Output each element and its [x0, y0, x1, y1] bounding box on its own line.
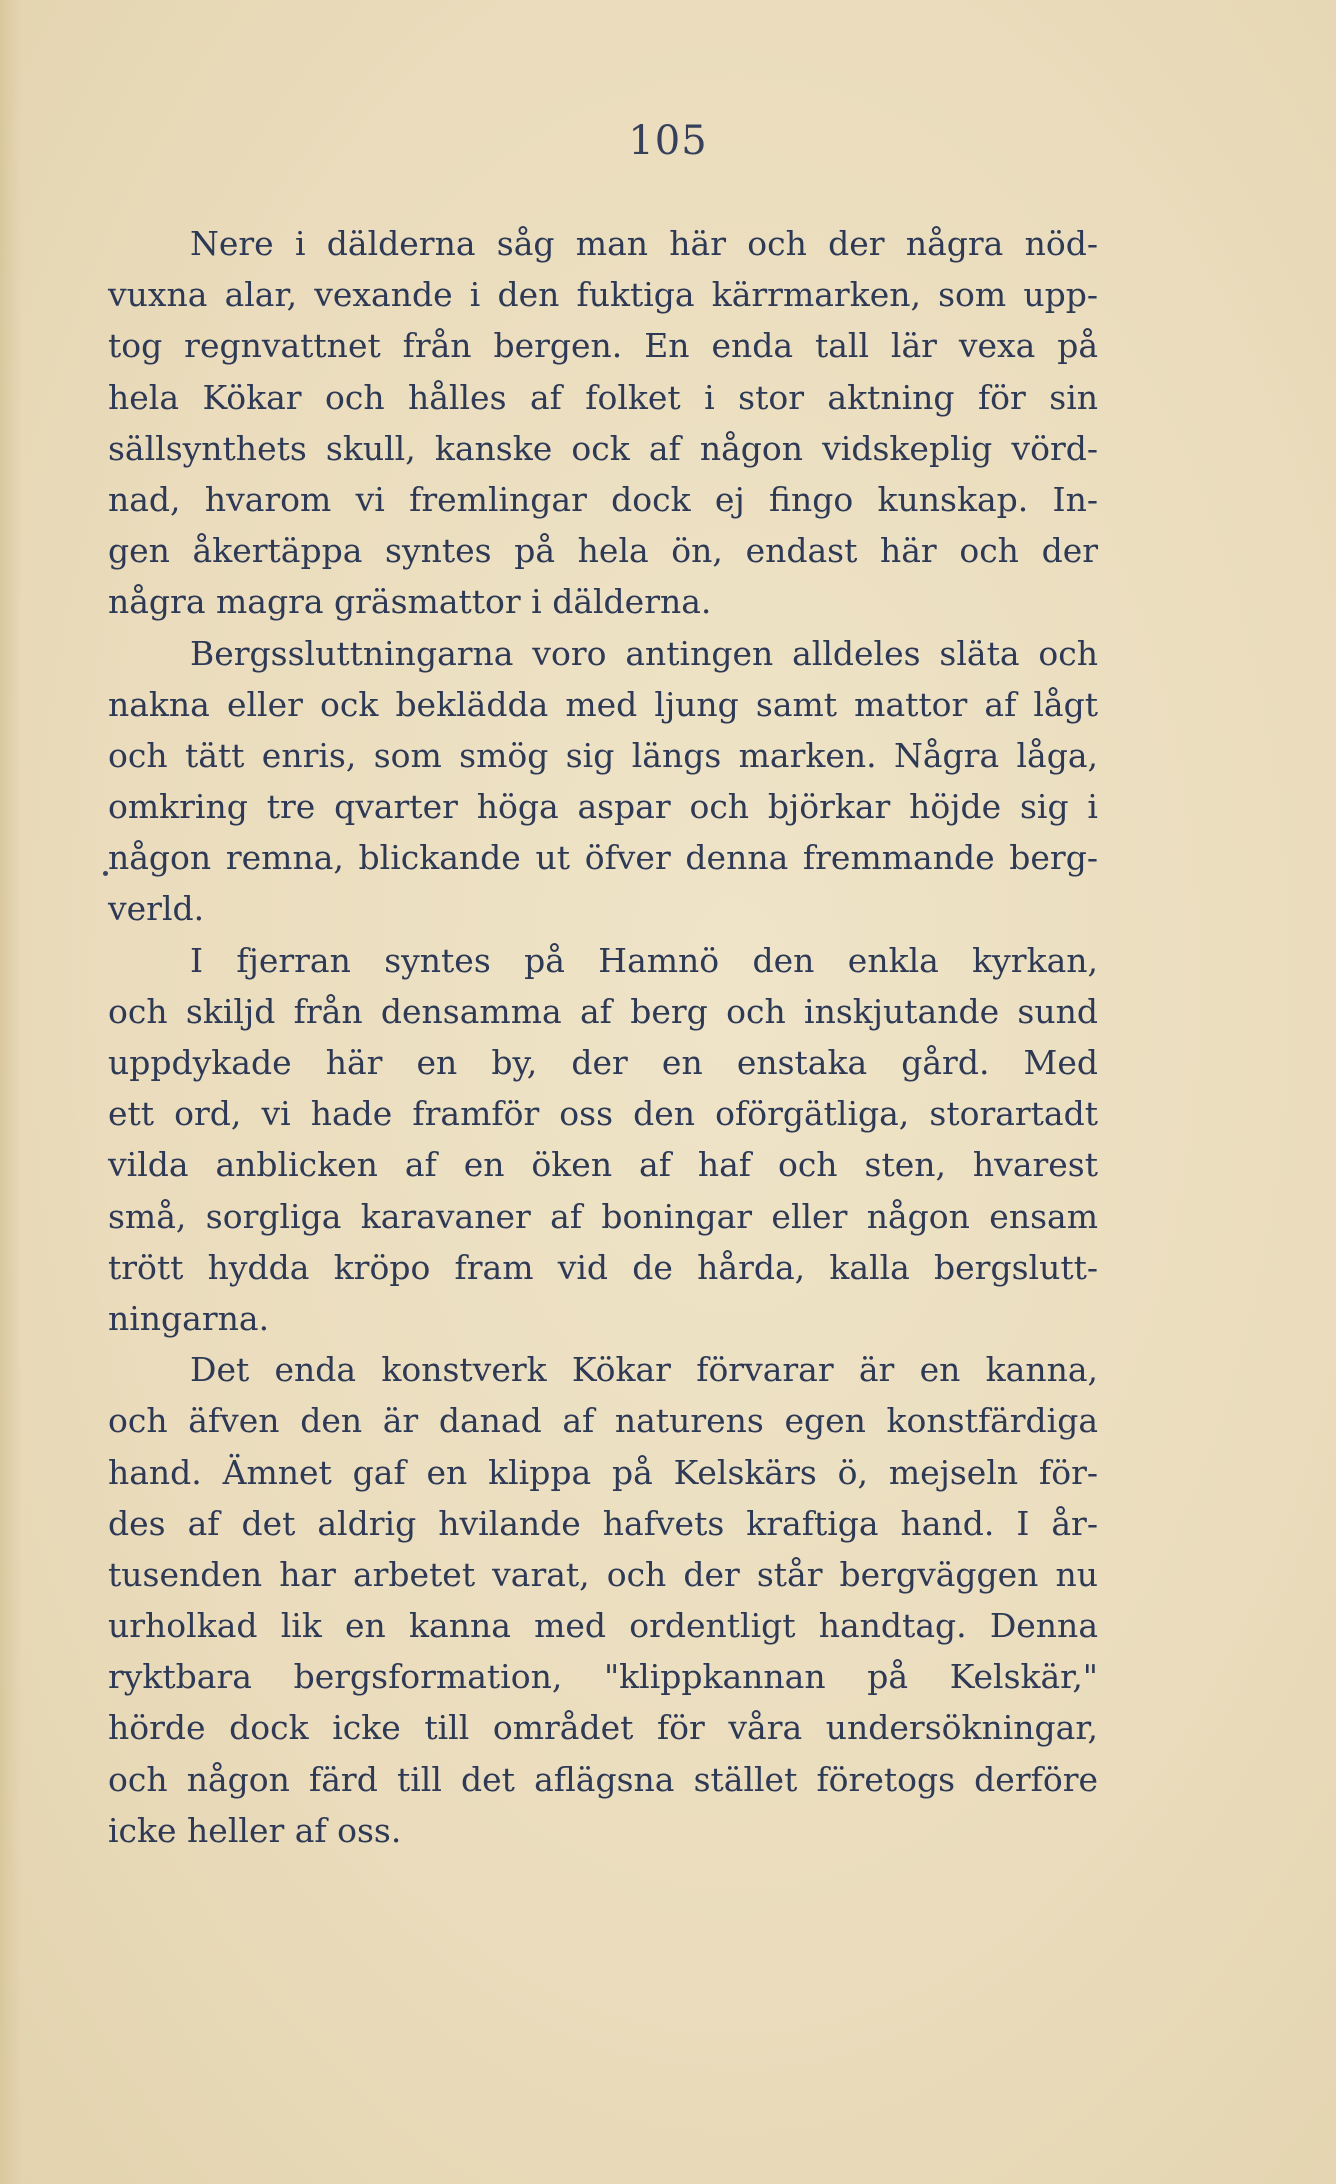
page-number: 105: [628, 118, 708, 164]
text-line: nad, hvarom vi fremlingar dock ej fingo kunskap. In-: [108, 479, 1098, 519]
text-line: icke heller af oss.: [108, 1810, 402, 1850]
text-line: I fjerran syntes på Hamnö den enkla kyrkan,: [190, 940, 1098, 980]
text-line: tusenden har arbetet varat, och der står bergväggen nu: [108, 1554, 1098, 1594]
text-line: ningarna.: [108, 1298, 270, 1338]
body-text: [108, 218, 1098, 1856]
text-line: des af det aldrig hvilande hafvets kraftiga hand. I år-: [108, 1503, 1098, 1543]
text-line: Det enda konstverk Kökar förvarar är en kanna,: [190, 1350, 1098, 1390]
text-line: sällsynthets skull, kanske ock af någon vidskeplig vörd-: [108, 428, 1098, 468]
text-line: hela Kökar och hålles af folket i stor aktning för sin: [108, 377, 1098, 417]
text-line: gen åkertäppa syntes på hela ön, endast här och der: [108, 531, 1098, 571]
text-line: och skiljd från densamma af berg och inskjutande sund: [108, 991, 1098, 1031]
text-line: uppdykade här en by, der en enstaka gård. Med: [108, 1043, 1098, 1082]
text-line: och äfven den är danad af naturens egen konstfärdiga: [108, 1401, 1098, 1441]
text-line: vilda anblicken af en öken af haf och sten, hvarest: [108, 1145, 1098, 1185]
text-line: verld.: [108, 889, 205, 929]
text-line: trött hydda kröpo fram vid de hårda, kalla bergslutt-: [108, 1247, 1098, 1287]
text-line: ett ord, vi hade framför oss den oförgätliga, storartadt: [108, 1094, 1098, 1134]
text-line: några magra gräsmattor i dälderna.: [108, 582, 712, 622]
text-line: urholkad lik en kanna med ordentligt handtag. Denna: [108, 1606, 1098, 1646]
text-line: tog regnvattnet från bergen. En enda tall lär vexa på: [108, 326, 1098, 366]
text-line: vuxna alar, vexande i den fuktiga kärrmarken, som upp-: [108, 275, 1098, 315]
text-line: små, sorgliga karavaner af boningar eller någon ensam: [108, 1196, 1098, 1236]
text-line: hand. Ämnet gaf en klippa på Kelskärs ö, mejseln för-: [108, 1452, 1098, 1492]
text-line: omkring tre qvarter höga aspar och björkar höjde sig i: [108, 787, 1098, 827]
text-line: Nere i dälderna såg man här och der några nöd-: [190, 224, 1098, 263]
text-line: nakna eller ock beklädda med ljung samt mattor af lågt: [108, 684, 1098, 724]
page-edge-shadow: [0, 0, 22, 2184]
text-line: Bergssluttningarna voro antingen alldeles släta och: [190, 633, 1098, 673]
text-line: och tätt enris, som smög sig längs marken. Några låga,: [108, 735, 1098, 775]
text-line: ryktbara bergsformation, "klippkannan på Kelskär,": [108, 1657, 1098, 1697]
text-line: och någon färd till det aflägsna stället företogs derföre: [108, 1759, 1098, 1799]
text-line: hörde dock icke till området för våra undersökningar,: [108, 1708, 1098, 1748]
text-line: någon remna, blickande ut öfver denna fremmande berg-: [108, 838, 1098, 878]
